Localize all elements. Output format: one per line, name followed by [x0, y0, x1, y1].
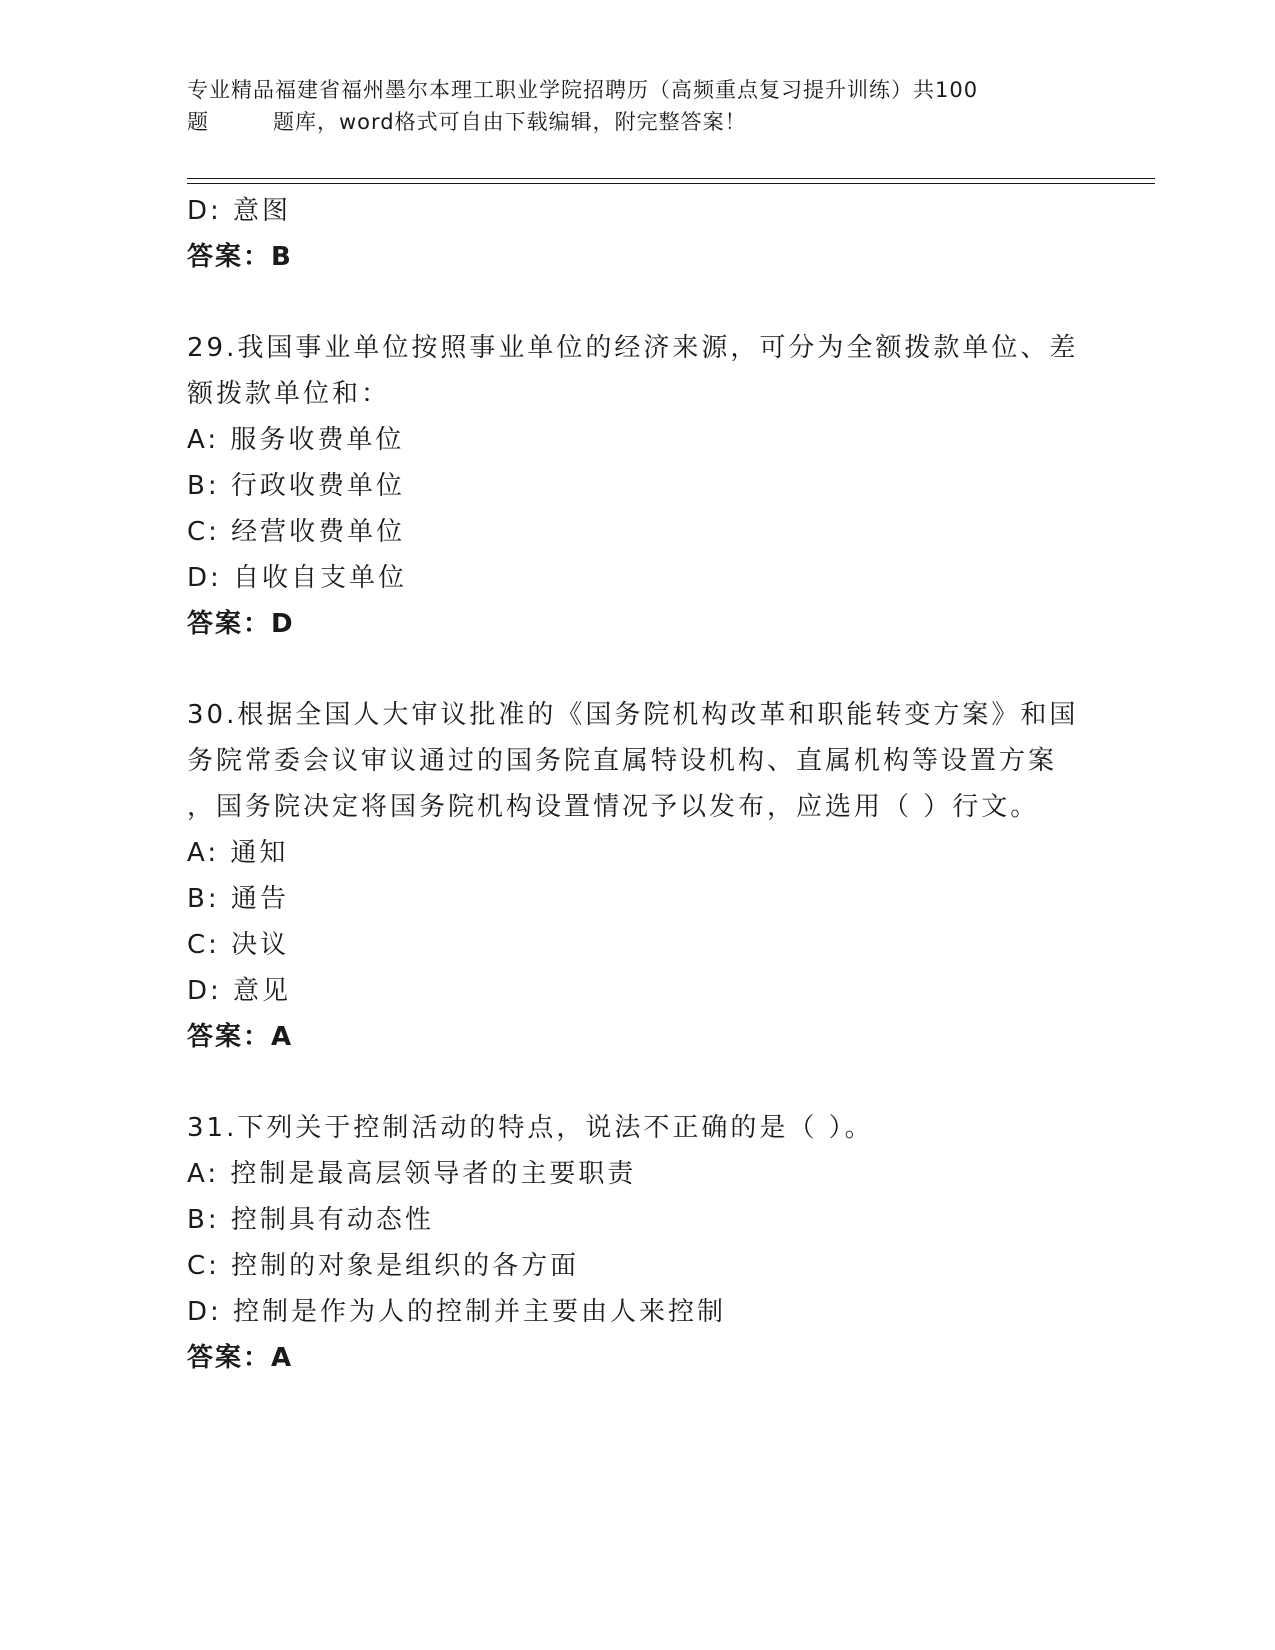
option-c: C: 决议 [187, 930, 290, 960]
option-b: B: 控制具有动态性 [187, 1205, 434, 1235]
header-line-2-a: 题 [187, 110, 209, 134]
answer-label: 答案： [187, 1022, 272, 1052]
prev-option-d: D: 意图 [187, 196, 292, 226]
option-a: A: 通知 [187, 838, 289, 868]
header-line-2-b: 题库，word格式可自由下载编辑，附完整答案！ [273, 110, 747, 134]
page-header [187, 74, 1087, 138]
question-text-line: ，国务院决定将国务院机构设置情况予以发布，应选用（ ）行文。 [187, 792, 1040, 822]
prev-answer [187, 234, 1087, 280]
answer [187, 1335, 1087, 1381]
answer-label: 答案： [187, 1343, 272, 1373]
option-a: A: 服务收费单位 [187, 425, 405, 455]
answer-value: B [271, 242, 293, 272]
option-c: C: 控制的对象是组织的各方面 [187, 1251, 580, 1281]
question-text-line: 30.根据全国人大审议批准的《国务院机构改革和职能转变方案》和国 [187, 700, 1079, 730]
option-c: C: 经营收费单位 [187, 517, 406, 547]
header-line-1: 专业精品福建省福州墨尔本理工职业学院招聘历（高频重点复习提升训练）共100 [187, 78, 979, 102]
option-d: D: 自收自支单位 [187, 563, 408, 593]
answer-label: 答案： [187, 242, 272, 272]
header-rule-top [187, 178, 1155, 179]
answer-label: 答案： [187, 609, 272, 639]
question-text-line: 29.我国事业单位按照事业单位的经济来源，可分为全额拨款单位、差 [187, 333, 1079, 363]
answer [187, 1014, 1087, 1060]
header-rule-bottom [187, 183, 1155, 184]
question-30 [187, 692, 1087, 1060]
question-29 [187, 325, 1087, 647]
header-line-2 [187, 106, 1087, 138]
answer-value: A [271, 1022, 294, 1052]
question-text-line: 31.下列关于控制活动的特点，说法不正确的是（ ）。 [187, 1113, 874, 1143]
option-d: D: 意见 [187, 976, 292, 1006]
question-text-line: 务院常委会议审议通过的国务院直属特设机构、直属机构等设置方案 [187, 746, 1058, 776]
question-31 [187, 1105, 1087, 1381]
option-b: B: 行政收费单位 [187, 471, 405, 501]
option-b: B: 通告 [187, 884, 289, 914]
question-content [187, 188, 1087, 1381]
answer-value: D [271, 609, 295, 639]
question-text-line: 额拨款单位和： [187, 379, 391, 409]
answer-value: A [271, 1343, 294, 1373]
option-a: A: 控制是最高层领导者的主要职责 [187, 1159, 637, 1189]
option-d: D: 控制是作为人的控制并主要由人来控制 [187, 1297, 727, 1327]
answer [187, 601, 1087, 647]
